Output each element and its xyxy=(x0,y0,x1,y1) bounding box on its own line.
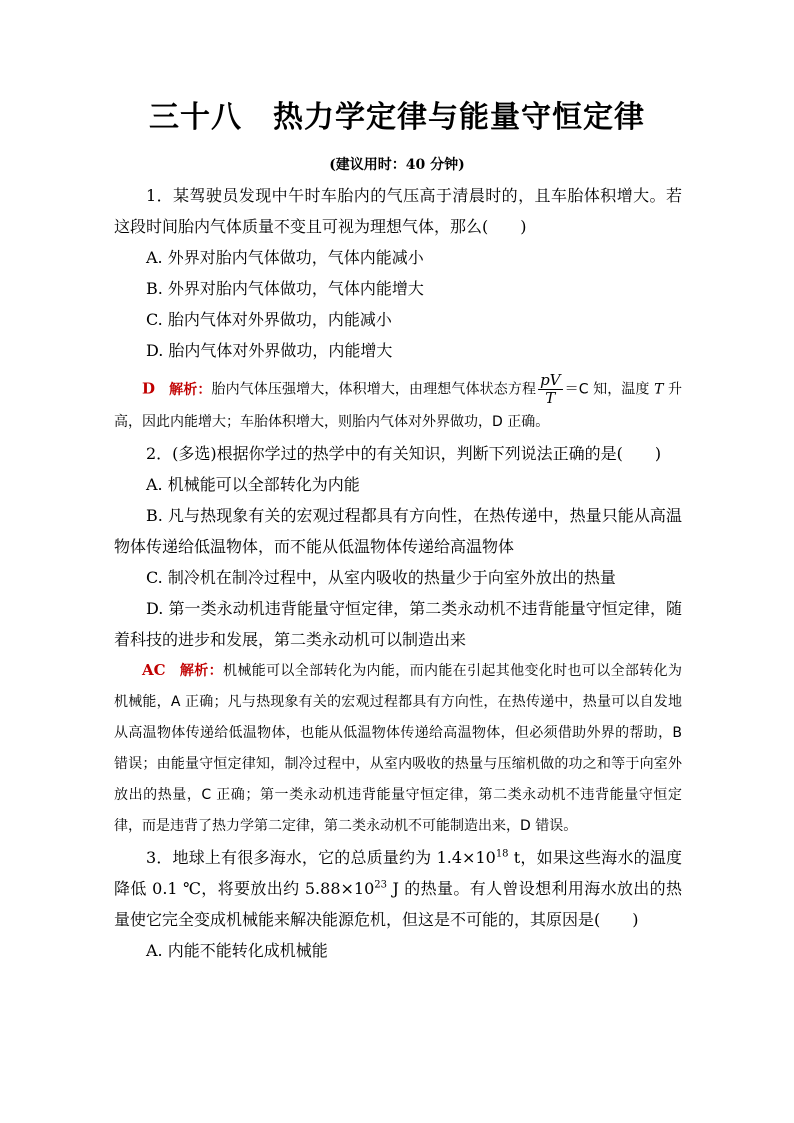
exponent: 18 xyxy=(495,848,509,860)
question-1-option-d: D. 胎内气体对外界做功，内能增大 xyxy=(146,341,393,360)
question-2-option-a: A. 机械能可以全部转化为内能 xyxy=(146,475,360,494)
analysis-text: 胎内气体压强增大，体积增大，由理想气体状态方程 xyxy=(211,381,537,398)
question-1-option-c: C. 胎内气体对外界做功，内能减小 xyxy=(146,310,392,329)
question-2-analysis xyxy=(114,655,682,842)
question-1-answer-key: D xyxy=(142,379,156,398)
content xyxy=(114,180,682,966)
analysis-text: 升高，因此内能增大；车胎体积增大，则胎内气体对外界做功，D 正确。 xyxy=(114,381,683,430)
question-3-option-a: A. 内能不能转化成机械能 xyxy=(146,941,328,960)
stem-text: 3．地球上有很多海水，它的总质量约为 1.4×10 xyxy=(146,848,496,867)
question-2-option-c: C. 制冷机在制冷过程中，从室内吸收的热量少于向室外放出的热量 xyxy=(146,568,616,587)
page-title: 三十八 热力学定律与能量守恒定律 xyxy=(149,100,645,135)
analysis-label: 解析： xyxy=(179,663,223,679)
question-2-answer-key: AC xyxy=(142,661,166,679)
exponent: 23 xyxy=(374,879,387,891)
stem-text: t，如果这些海水的温度降低 0.1 ℃，将要放出约 5.88×10 xyxy=(114,848,682,898)
question-1-analysis xyxy=(114,372,682,438)
suggested-time: (建议用时：40 分钟) xyxy=(329,157,465,173)
question-3-stem xyxy=(114,842,682,935)
question-2-option-b: B. 凡与热现象有关的宏观过程都具有方向性，在热传递中，热量只能从高温物体传递给低温物体，而不能从低温物体传递给高温物体 xyxy=(114,506,682,556)
stem-text: J 的热量。有人曾设想利用海水放出的热量使它完全变成机械能来解决能源危机，但这是不可能的，其原因是( ) xyxy=(114,879,682,929)
analysis-text: ＝C 知，温度 xyxy=(564,381,650,398)
question-2-option-d: D. 第一类永动机违背能量守恒定律，第二类永动机不违背能量守恒定律，随着科技的进步和发展，第二类永动机可以制造出来 xyxy=(114,599,682,649)
question-1-stem: 1．某驾驶员发现中午时车胎内的气压高于清晨时的，且车胎体积增大。若这段时间胎内气体质量不变且可视为理想气体，那么( ) xyxy=(114,186,682,236)
analysis-label: 解析： xyxy=(169,381,212,398)
question-1-option-a: A. 外界对胎内气体做功，气体内能减小 xyxy=(146,248,424,267)
question-2-stem: 2．(多选)根据你学过的热学中的有关知识，判断下列说法正确的是( ) xyxy=(146,444,662,463)
analysis-text: 机械能可以全部转化为内能，而内能在引起其他变化时也可以全部转化为机械能，A 正确；凡与热现象有关的宏观过程都具有方向性，在热传递中，热量可以自发地从高温物体传递给低温物体，也能从低温物体传递给高温物体，但必须借助外界的帮助，B 错误；由能量守恒定律知，制冷过程中，从室内吸收的热量与压缩机做的功之和等于向室外放出的热量，C 正确；第一类永动机违背能量守恒定律，第二类永动机不违背能量守恒定律，而是违背了热力学第二定律，第二类永动机不可能制造出来，D 错误。 xyxy=(114,663,683,834)
question-1-option-b: B. 外界对胎内气体做功，气体内能增大 xyxy=(146,279,424,298)
variable-t: T xyxy=(654,381,664,398)
fraction-numerator: pV xyxy=(540,371,561,389)
fraction-denominator: T xyxy=(545,389,556,407)
state-equation-fraction xyxy=(538,372,562,407)
